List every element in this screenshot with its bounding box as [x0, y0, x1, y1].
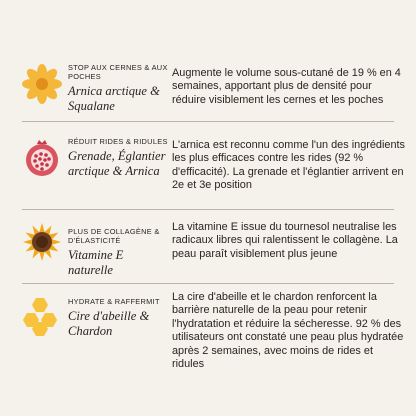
- benefit-description: La cire d'abeille et le chardon renforcent la barrière naturelle de la peau pour retenir l'hydratation et réduire la sécheresse. 92 % des utilisateurs ont constaté une peau plus hydratée après 2 semaines, avec moins de rides et ridules: [172, 291, 404, 371]
- benefit-description: L'arnica est reconnu comme l'un des ingrédients les plus efficaces contre les rides (92 % d'efficacité). La grenade et l'églantier arrivent en 2e et 3e position: [172, 139, 405, 192]
- benefit-label-2: [68, 137, 168, 179]
- benefit-kicker: PLUS DE COLLAGÈNE & D'ÉLASTICITÉ: [68, 227, 160, 245]
- arnica-flower-icon: [22, 64, 62, 104]
- benefit-kicker: HYDRATE & RAFFERMIT: [68, 297, 160, 306]
- benefit-description: La vitamine E issue du tournesol neutralise les radicaux libres qui ralentissent le collagène. La peau paraît visiblement plus jeune: [172, 221, 398, 260]
- benefit-description: Augmente le volume sous-cutané de 19 % en 4 semaines, apportant plus de densité pour réduire visiblement les cernes et les poches: [172, 67, 401, 106]
- row-divider: [22, 283, 394, 284]
- pomegranate-icon: [22, 138, 62, 178]
- benefit-label-1: [68, 63, 168, 114]
- benefit-kicker: RÉDUIT RIDES & RIDULES: [68, 137, 168, 146]
- benefit-ingredients: Vitamine E naturelle: [68, 248, 124, 277]
- benefit-ingredients: Arnica arctique & Squalane: [68, 84, 160, 113]
- row-divider: [22, 121, 394, 122]
- benefit-ingredients: Cire d'abeille & Chardon: [68, 309, 150, 338]
- benefit-label-3: [68, 227, 168, 278]
- sunflower-icon: [22, 222, 62, 262]
- benefit-label-4: [68, 297, 168, 339]
- benefit-kicker: STOP AUX CERNES & AUX POCHES: [68, 63, 168, 81]
- benefit-ingredients: Grenade, Églantier arctique & Arnica: [68, 149, 166, 178]
- honeycomb-icon: [22, 296, 62, 336]
- row-divider: [22, 209, 394, 210]
